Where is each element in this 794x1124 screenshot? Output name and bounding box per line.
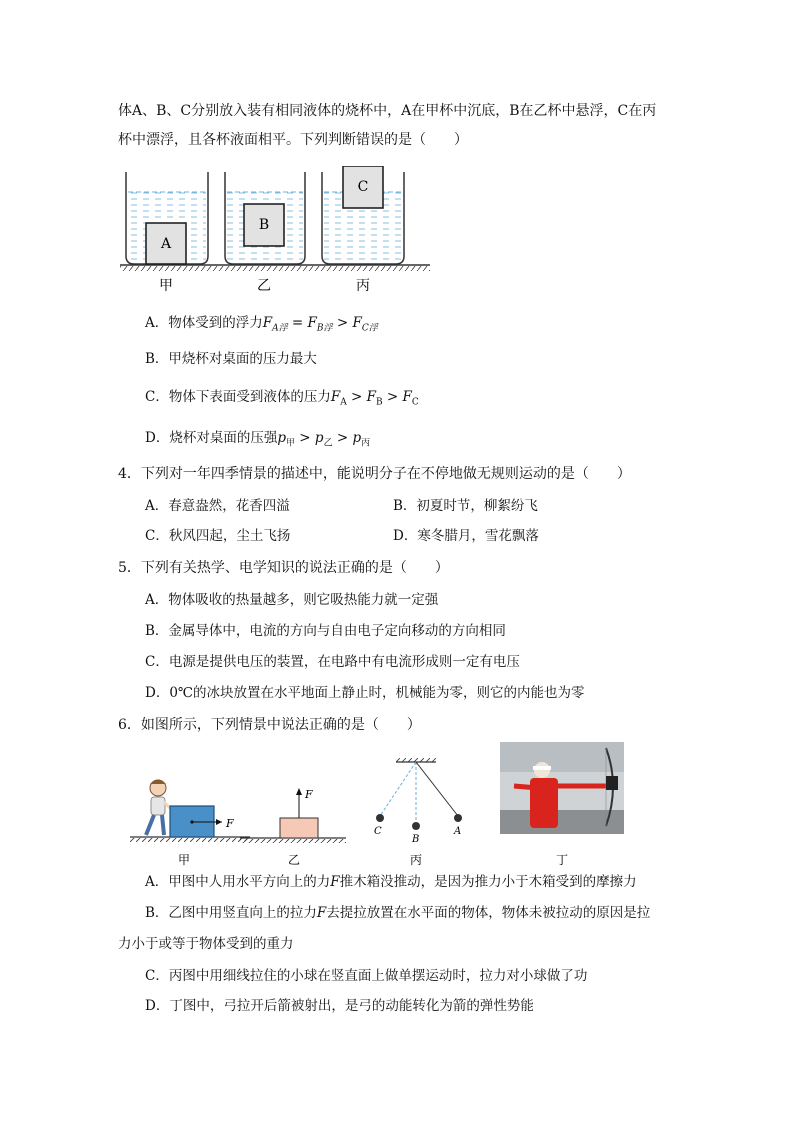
q4-stem: 4．下列对一年四季情景的描述中，能说明分子在不停地做无规则运动的是（ ） (118, 466, 631, 482)
q4-option-a[interactable]: A．春意盎然，花香四溢 (145, 498, 290, 514)
beaker-bing-label: 丙 (356, 278, 370, 294)
q3-option-c[interactable]: C．物体下表面受到液体的压力$F_A > F_B > F_C$ (145, 389, 419, 408)
panel-jia-label: 甲 (177, 853, 191, 867)
beaker-yi-label: 乙 (257, 278, 271, 294)
q6-stem: 6．如图所示，下列情景中说法正确的是（ ） (118, 717, 421, 733)
q5-option-a[interactable]: A．物体吸收的热量越多，则它吸热能力就一定强 (145, 592, 439, 608)
q6-figure (118, 740, 630, 870)
pendulum-string-c (380, 762, 416, 816)
q3-option-a[interactable]: A．物体受到的浮力$F_{A浮} = F_{B浮} > F_{C浮}$ (145, 315, 378, 334)
panel-bing-label: 丙 (409, 853, 423, 867)
q5-option-b[interactable]: B．金属导体中，电流的方向与自由电子定向移动的方向相同 (145, 623, 506, 639)
q3-stem-line2: 杯中漂浮，且各杯液面相平。下列判断错误的是（ ） (118, 132, 468, 148)
q5-stem: 5．下列有关热学、电学知识的说法正确的是（ ） (118, 560, 449, 576)
ball-a (454, 814, 462, 822)
force-label-yi: F (305, 788, 313, 801)
q5-option-c[interactable]: C．电源是提供电压的装置，在电路中有电流形成则一定有电压 (145, 654, 520, 670)
beaker-jia-label: 甲 (159, 278, 173, 294)
panel-bing (374, 758, 462, 867)
panel-jia (130, 780, 250, 867)
q6-option-b-continued: 力小于或等于物体受到的重力 (118, 936, 294, 952)
q6-option-d[interactable]: D．丁图中，弓拉开后箭被射出，是弓的动能转化为箭的弹性势能 (145, 998, 534, 1014)
q3-stem-line1: 体A、B、C分别放入装有相同液体的烧杯中，A在甲杯中沉底，B在乙杯中悬浮，C在丙 (118, 103, 657, 119)
ball-c-label: C (374, 826, 382, 837)
ball-c (376, 814, 384, 822)
panel-ding-label: 丁 (555, 853, 569, 867)
q6-option-b[interactable]: B．乙图中用竖直向上的拉力F去提拉放置在水平面的物体，物体未被拉动的原因是拉 (145, 905, 651, 921)
block-yi (280, 818, 318, 838)
block-b-label: B (258, 217, 270, 233)
ball-b-label: B (412, 834, 420, 845)
block-c-label: C (357, 179, 369, 195)
q5-option-d[interactable]: D．0℃的冰块放置在水平地面上静止时，机械能为零，则它的内能也为零 (145, 685, 585, 701)
block-a-label: A (160, 236, 172, 252)
q3-beaker-figure (118, 166, 434, 296)
q4-option-b[interactable]: B．初夏时节，柳絮纷飞 (393, 498, 538, 514)
q6-option-c[interactable]: C．丙图中用细线拉住的小球在竖直面上做单摆运动时，拉力对小球做了功 (145, 968, 588, 984)
ball-a-label: A (454, 826, 462, 837)
person-body (151, 797, 165, 815)
panel-yi (240, 788, 346, 867)
pendulum-string-a (416, 762, 458, 816)
q4-option-c[interactable]: C．秋风四起，尘土飞扬 (145, 528, 291, 544)
q6-option-a[interactable]: A．甲图中人用水平方向上的力F推木箱没推动，是因为推力小于木箱受到的摩擦力 (145, 874, 637, 890)
force-label-jia: F (226, 817, 234, 830)
q4-option-d[interactable]: D．寒冬腊月，雪花飘落 (393, 528, 539, 544)
ball-b (412, 822, 420, 830)
panel-ding (500, 742, 624, 867)
table-surface (120, 266, 430, 271)
q3-option-d[interactable]: D．烧杯对桌面的压强$p_甲 > p_乙 > p_丙$ (145, 430, 371, 449)
panel-yi-label: 乙 (287, 853, 301, 867)
q3-option-b[interactable]: B．甲烧杯对桌面的压力最大 (145, 351, 317, 367)
